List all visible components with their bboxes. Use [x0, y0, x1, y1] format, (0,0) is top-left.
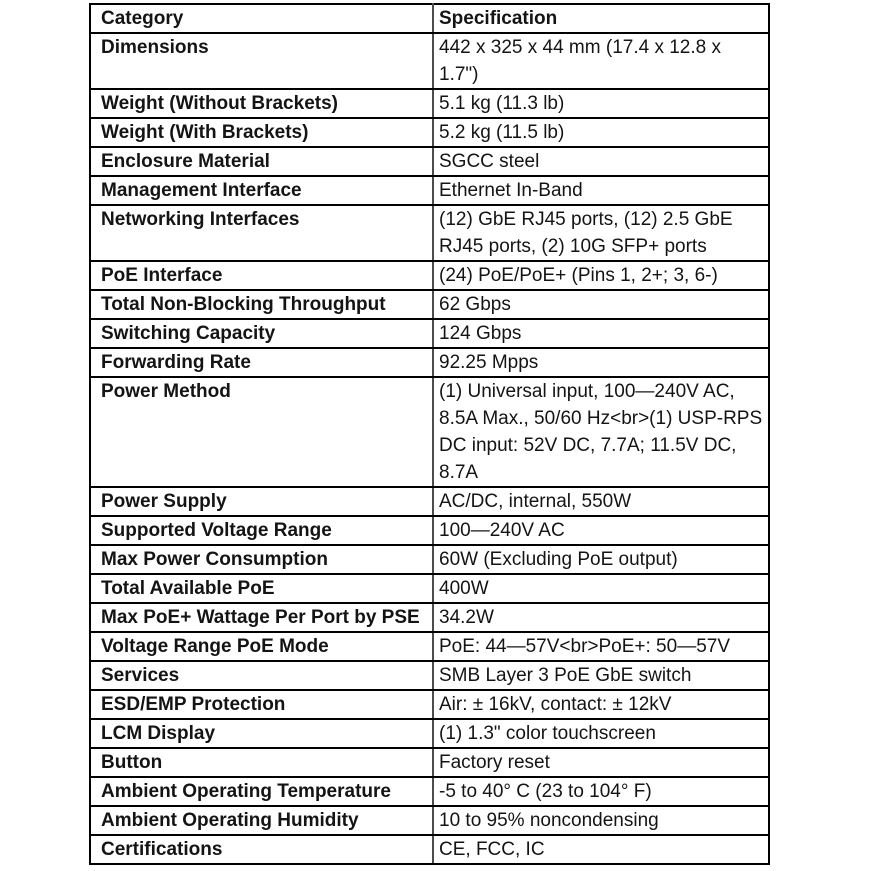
specification-cell: (1) Universal input, 100—240V AC, 8.5A Max., 50/60 Hz<br>(1) USP-RPS DC input: 52V DC, 7.7A; 11.5V DC, 8.7A [433, 377, 769, 487]
spec-row [90, 690, 769, 719]
header-category: Category [90, 4, 433, 33]
specification-cell: PoE: 44—57V<br>PoE+: 50—57V [433, 632, 769, 661]
header-specification: Specification [433, 4, 769, 33]
spec-row [90, 176, 769, 205]
specification-cell: (24) PoE/PoE+ (Pins 1, 2+; 3, 6-) [433, 261, 769, 290]
spec-row [90, 147, 769, 176]
spec-row [90, 835, 769, 864]
category-cell: Switching Capacity [90, 319, 433, 348]
spec-row [90, 89, 769, 118]
spec-row [90, 719, 769, 748]
category-cell: Enclosure Material [90, 147, 433, 176]
category-cell: Weight (Without Brackets) [90, 89, 433, 118]
specification-cell: 5.1 kg (11.3 lb) [433, 89, 769, 118]
spec-row [90, 33, 769, 89]
spec-row [90, 319, 769, 348]
specification-cell: AC/DC, internal, 550W [433, 487, 769, 516]
specification-cell: 442 x 325 x 44 mm (17.4 x 12.8 x 1.7") [433, 33, 769, 89]
category-cell: Weight (With Brackets) [90, 118, 433, 147]
spec-row [90, 290, 769, 319]
specification-cell: 124 Gbps [433, 319, 769, 348]
category-cell: Voltage Range PoE Mode [90, 632, 433, 661]
category-cell: Max PoE+ Wattage Per Port by PSE [90, 603, 433, 632]
category-cell: Forwarding Rate [90, 348, 433, 377]
category-cell: LCM Display [90, 719, 433, 748]
spec-row [90, 603, 769, 632]
specification-cell: SGCC steel [433, 147, 769, 176]
category-cell: Ambient Operating Humidity [90, 806, 433, 835]
category-cell: Power Method [90, 377, 433, 487]
specification-cell: (1) 1.3" color touchscreen [433, 719, 769, 748]
specification-cell: 5.2 kg (11.5 lb) [433, 118, 769, 147]
specification-cell: SMB Layer 3 PoE GbE switch [433, 661, 769, 690]
specification-cell: Ethernet In-Band [433, 176, 769, 205]
spec-row [90, 348, 769, 377]
spec-row [90, 487, 769, 516]
category-cell: PoE Interface [90, 261, 433, 290]
spec-row [90, 516, 769, 545]
spec-row [90, 748, 769, 777]
specification-cell: 400W [433, 574, 769, 603]
specification-cell: 34.2W [433, 603, 769, 632]
specification-cell: 10 to 95% noncondensing [433, 806, 769, 835]
category-cell: Power Supply [90, 487, 433, 516]
category-cell: Max Power Consumption [90, 545, 433, 574]
category-cell: Supported Voltage Range [90, 516, 433, 545]
specification-cell: 92.25 Mpps [433, 348, 769, 377]
specification-cell: -5 to 40° C (23 to 104° F) [433, 777, 769, 806]
specification-cell: Air: ± 16kV, contact: ± 12kV [433, 690, 769, 719]
specification-cell: CE, FCC, IC [433, 835, 769, 864]
specification-cell: (12) GbE RJ45 ports, (12) 2.5 GbE RJ45 ports, (2) 10G SFP+ ports [433, 205, 769, 261]
specification-cell: Factory reset [433, 748, 769, 777]
category-cell: Ambient Operating Temperature [90, 777, 433, 806]
category-cell: Networking Interfaces [90, 205, 433, 261]
category-cell: Management Interface [90, 176, 433, 205]
category-cell: Services [90, 661, 433, 690]
spec-row [90, 777, 769, 806]
category-cell: Dimensions [90, 33, 433, 89]
category-cell: Certifications [90, 835, 433, 864]
header-row [90, 4, 769, 33]
category-cell: Button [90, 748, 433, 777]
category-cell: Total Non-Blocking Throughput [90, 290, 433, 319]
spec-row [90, 806, 769, 835]
spec-row [90, 661, 769, 690]
spec-row [90, 632, 769, 661]
spec-row [90, 118, 769, 147]
category-cell: ESD/EMP Protection [90, 690, 433, 719]
spec-table [89, 3, 770, 865]
spec-row [90, 545, 769, 574]
specification-cell: 100—240V AC [433, 516, 769, 545]
spec-row [90, 377, 769, 487]
spec-row [90, 261, 769, 290]
spec-row [90, 205, 769, 261]
specification-cell: 60W (Excluding PoE output) [433, 545, 769, 574]
specification-cell: 62 Gbps [433, 290, 769, 319]
category-cell: Total Available PoE [90, 574, 433, 603]
spec-row [90, 574, 769, 603]
